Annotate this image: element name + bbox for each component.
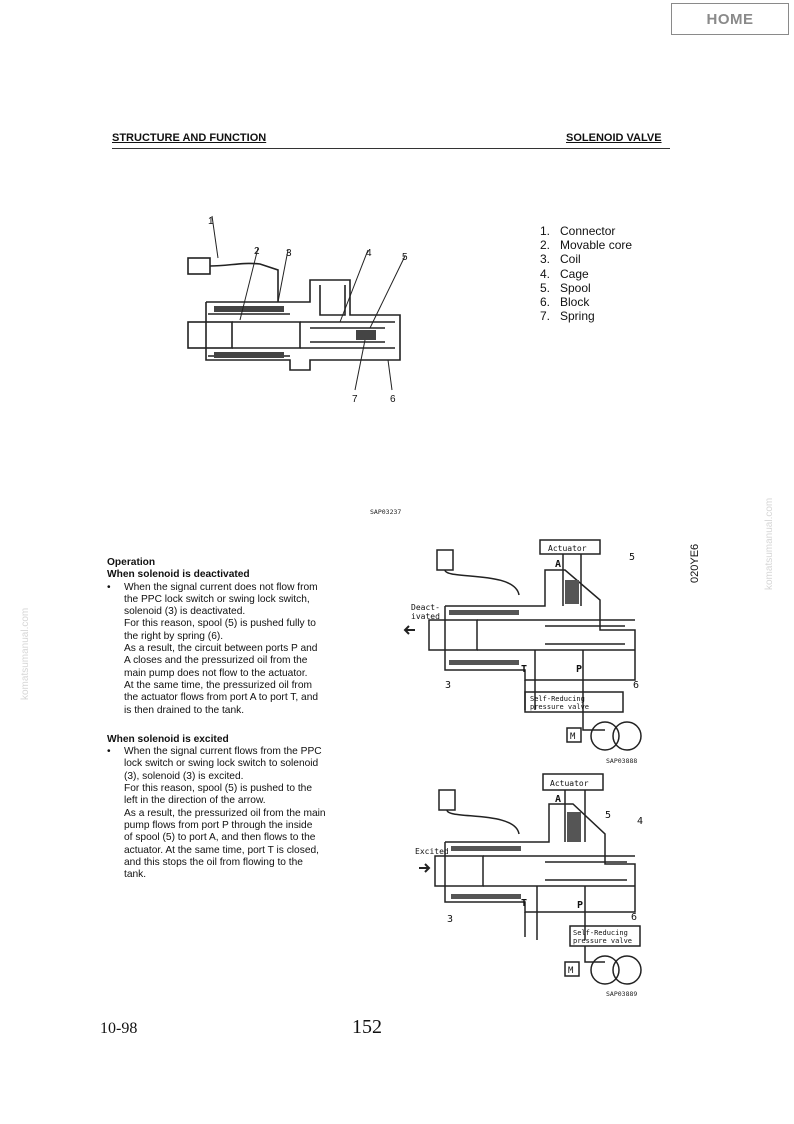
parts-num: 7. (540, 309, 551, 324)
text-line: lock switch or swing lock switch to solenoid (124, 758, 319, 770)
port-a-label: A (555, 794, 562, 805)
parts-item (540, 252, 632, 266)
callout-1: 1 (208, 216, 214, 227)
parts-num: 5. (540, 280, 551, 295)
callout-4: 4 (366, 248, 372, 259)
parts-label: Spool (560, 280, 591, 295)
parts-num: 1. (540, 224, 551, 238)
callout-3: 3 (286, 248, 292, 259)
self-reducing-label: Self-Reducing (530, 695, 585, 703)
port-a-label: A (555, 559, 562, 570)
parts-list (540, 224, 632, 323)
deactivated-heading: When solenoid is deactivated (107, 569, 250, 581)
text-line: At the same time, the pressurized oil from (124, 679, 312, 691)
page-topic: SOLENOID VALVE (566, 132, 662, 144)
callout-7: 7 (352, 394, 358, 405)
self-reducing-label: Self-Reducing (573, 929, 628, 937)
bullet: • (107, 746, 111, 758)
parts-label: Cage (560, 266, 589, 281)
callout-4: 4 (637, 816, 644, 827)
callout-5: 5 (605, 810, 612, 821)
port-t-label: T (521, 898, 528, 909)
parts-item (540, 224, 632, 238)
port-p-label: P (577, 900, 584, 911)
text-line: solenoid (3) is deactivated. (124, 606, 246, 618)
self-reducing-label: pressure valve (573, 937, 633, 945)
parts-num: 3. (540, 252, 551, 267)
parts-item (540, 295, 632, 309)
actuator-label: Actuator (550, 779, 589, 788)
parts-label: Connector (560, 224, 616, 238)
text-line: the PPC lock switch or swing lock switch, (124, 593, 310, 605)
deact-label: Deact- (411, 603, 440, 612)
side-code: 020YE6 (689, 543, 701, 583)
text-line: When the signal current flows from the PPC (124, 746, 322, 758)
operation-text (107, 557, 371, 881)
text-line: tank. (124, 869, 147, 881)
text-line: For this reason, spool (5) is pushed to the (124, 783, 313, 795)
excited-label: Excited (415, 847, 449, 856)
callout-3: 3 (447, 914, 454, 925)
callout-5: 5 (402, 252, 408, 263)
callout-3: 3 (445, 680, 452, 691)
text-line: is then drained to the tank. (124, 704, 245, 716)
solenoid-cross-section-figure (170, 210, 420, 410)
text-line: actuator. At the same time, port T is closed, (124, 844, 319, 856)
text-line: main pump does not flow to the actuator. (124, 667, 308, 679)
text-line: left in the direction of the arrow. (124, 795, 266, 807)
parts-item (540, 238, 632, 252)
excited-circuit-figure (415, 772, 650, 990)
watermark-left: komatsumanual.com (20, 607, 31, 700)
text-line: When the signal current does not flow from (124, 581, 318, 593)
text-line: and this stops the oil from flowing to the (124, 856, 303, 868)
section-title: STRUCTURE AND FUNCTION (112, 132, 267, 144)
figure-code-1: SAP03237 (370, 508, 402, 516)
parts-item (540, 267, 632, 281)
text-line: pump flows from port P through the inside (124, 819, 313, 831)
callout-2: 2 (254, 246, 260, 257)
callout-6: 6 (633, 680, 640, 691)
watermark-right: komatsumanual.com (764, 497, 775, 590)
figure-code-2: SAP03888 (606, 757, 638, 765)
parts-num: 2. (540, 238, 551, 253)
port-t-label: T (521, 664, 528, 675)
motor-label: M (570, 732, 576, 742)
text-line: As a result, the pressurized oil from the main (124, 807, 326, 819)
text-line: For this reason, spool (5) is pushed fully to (124, 618, 316, 630)
callout-5: 5 (629, 552, 636, 563)
self-reducing-label: pressure valve (530, 703, 590, 711)
excited-heading: When solenoid is excited (107, 733, 229, 745)
header-rule (112, 148, 670, 149)
parts-label: Movable core (560, 238, 633, 253)
text-line: the actuator flows from port A to port T, and (124, 692, 319, 704)
deactivated-circuit-figure (405, 540, 650, 765)
parts-item (540, 281, 632, 295)
motor-label: M (568, 966, 574, 976)
text-line: of spool (5) to port A, and then flows to the (124, 832, 316, 844)
text-line: the right by spring (6). (124, 630, 224, 642)
excited-bullet-line (107, 746, 371, 758)
parts-label: Spring (560, 309, 595, 324)
callout-6: 6 (390, 394, 396, 405)
parts-num: 6. (540, 295, 551, 310)
section-page-number: 10-98 (100, 1020, 138, 1037)
bullet: • (107, 581, 111, 593)
actuator-label: Actuator (548, 544, 587, 553)
text-line: A closes and the pressurized oil from the (124, 655, 308, 667)
deact-label: ivated (411, 612, 440, 621)
parts-item (540, 309, 632, 323)
parts-label: Block (560, 295, 590, 310)
text-line: As a result, the circuit between ports P and (124, 643, 318, 655)
text-line: (3), solenoid (3) is excited. (124, 770, 244, 782)
operation-heading: Operation (107, 557, 156, 568)
page-number: 152 (352, 1016, 382, 1038)
callout-6: 6 (631, 912, 638, 923)
figure-code-3: SAP03889 (606, 990, 638, 998)
parts-num: 4. (540, 266, 551, 281)
home-button[interactable]: HOME (671, 3, 789, 35)
parts-label: Coil (560, 252, 581, 267)
port-p-label: P (576, 664, 583, 675)
deactivated-bullet-line (107, 582, 371, 594)
